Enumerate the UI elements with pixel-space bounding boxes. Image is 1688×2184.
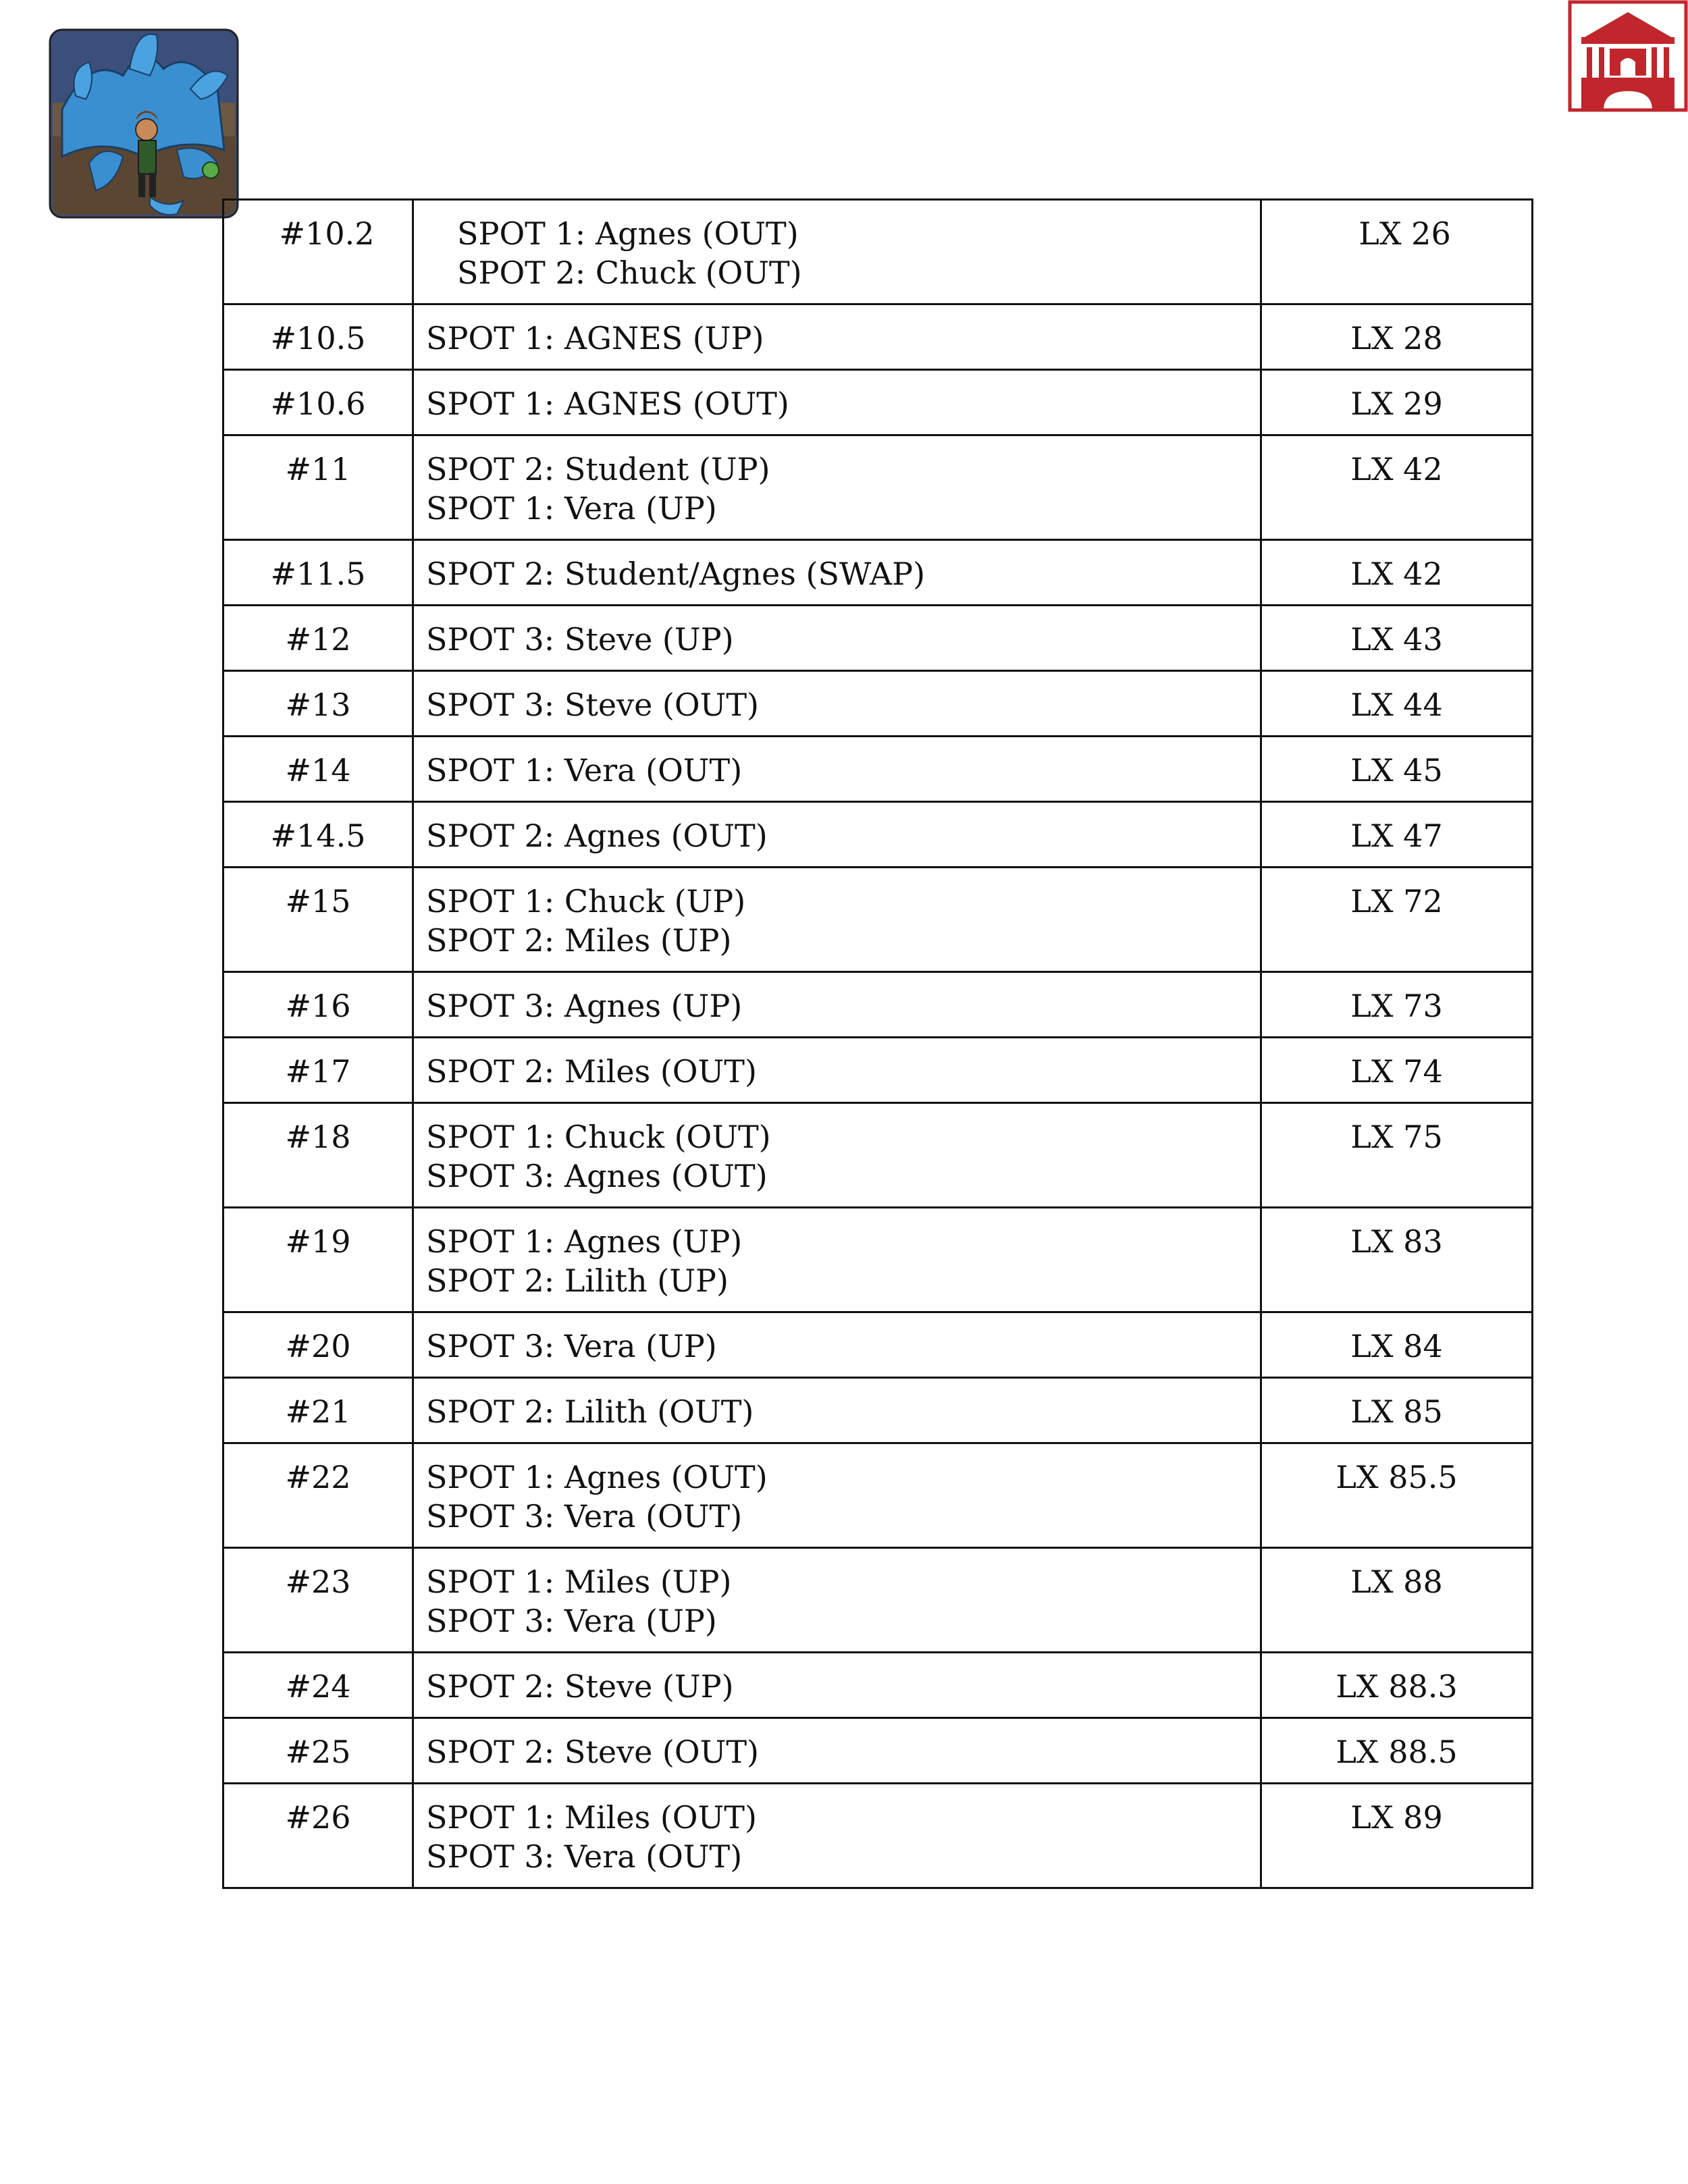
cue-row	[223, 1548, 1533, 1653]
cue-number-cell	[223, 370, 413, 435]
spot-cell	[413, 304, 1261, 370]
spot-instruction: SPOT 1: Chuck (OUT)	[426, 1119, 771, 1155]
lx-cue-cell	[1261, 540, 1533, 606]
cue-row	[223, 1718, 1533, 1784]
lx-cue-cell	[1261, 435, 1533, 540]
cue-number: #25	[285, 1734, 351, 1770]
spot-instruction: SPOT 1: Chuck (UP)	[426, 883, 746, 920]
cue-row	[223, 370, 1533, 435]
spot-instruction: SPOT 2: Miles (OUT)	[426, 1053, 757, 1090]
lx-cue: LX 26	[1359, 215, 1451, 252]
cue-row	[223, 868, 1533, 972]
lx-cue-cell	[1261, 972, 1533, 1038]
lx-cue: LX 72	[1350, 883, 1443, 920]
spot-cell	[413, 606, 1261, 671]
cue-number: #26	[285, 1799, 351, 1836]
cue-number-cell	[223, 737, 413, 802]
cue-row	[223, 972, 1533, 1038]
spot-instruction: SPOT 3: Vera (UP)	[426, 1603, 717, 1639]
lx-cue: LX 28	[1350, 320, 1443, 356]
cue-row	[223, 304, 1533, 370]
lx-cue: LX 89	[1350, 1799, 1443, 1836]
cue-row	[223, 671, 1533, 737]
cue-row	[223, 1378, 1533, 1443]
spot-cell	[413, 1548, 1261, 1653]
spot-instruction: SPOT 2: Chuck (OUT)	[457, 255, 802, 291]
spot-instruction: SPOT 3: Steve (OUT)	[426, 687, 759, 723]
spot-cell	[413, 671, 1261, 737]
cue-number-cell	[223, 304, 413, 370]
lx-cue-cell	[1261, 1548, 1533, 1653]
lx-cue-cell	[1261, 304, 1533, 370]
lx-cue: LX 85	[1350, 1393, 1443, 1430]
lx-cue-cell	[1261, 606, 1533, 671]
spot-cell	[413, 802, 1261, 868]
spot-instruction: SPOT 2: Steve (OUT)	[426, 1734, 759, 1770]
cue-number: #18	[285, 1119, 351, 1155]
cue-number: #16	[285, 988, 351, 1024]
lx-cue-cell	[1261, 1784, 1533, 1888]
cue-number: #10.5	[270, 320, 366, 356]
spot-instruction: SPOT 2: Lilith (OUT)	[426, 1393, 754, 1430]
lx-cue-cell	[1261, 1653, 1533, 1718]
spot-instruction: SPOT 3: Vera (OUT)	[426, 1838, 743, 1875]
lx-cue-cell	[1261, 1378, 1533, 1443]
cue-number: #15	[285, 883, 351, 920]
lx-cue-cell	[1261, 1443, 1533, 1548]
spot-instruction: SPOT 3: Vera (UP)	[426, 1328, 717, 1364]
spot-instruction: SPOT 1: Agnes (UP)	[426, 1223, 743, 1260]
cue-number: #19	[285, 1223, 351, 1260]
spot-instruction: SPOT 3: Agnes (UP)	[426, 988, 743, 1024]
lx-cue-cell	[1261, 370, 1533, 435]
lx-cue: LX 42	[1350, 451, 1443, 487]
lx-cue-cell	[1261, 671, 1533, 737]
cue-number: #17	[285, 1053, 351, 1090]
cue-number: #11	[285, 451, 351, 487]
cue-row	[223, 540, 1533, 606]
cue-number-cell	[223, 1038, 413, 1103]
cue-number-cell	[223, 1784, 413, 1888]
cue-number-cell	[223, 606, 413, 671]
cue-number-cell	[223, 1653, 413, 1718]
cue-number-cell	[223, 1312, 413, 1378]
spot-instruction: SPOT 1: Miles (OUT)	[426, 1799, 757, 1836]
spot-instruction: SPOT 1: Miles (UP)	[426, 1564, 732, 1600]
spot-cell	[413, 1718, 1261, 1784]
cue-row	[223, 1038, 1533, 1103]
lx-cue: LX 88.5	[1336, 1734, 1458, 1770]
spot-instruction: SPOT 1: AGNES (UP)	[426, 320, 764, 356]
cue-number-cell	[223, 972, 413, 1038]
lx-cue-cell	[1261, 1103, 1533, 1208]
lx-cue: LX 83	[1350, 1223, 1443, 1260]
poster-illustration	[49, 28, 239, 219]
cue-number: #12	[285, 621, 351, 658]
cue-number-cell	[223, 868, 413, 972]
spot-instruction: SPOT 1: AGNES (OUT)	[426, 385, 789, 422]
spot-cell	[413, 1378, 1261, 1443]
lx-cue-cell	[1261, 200, 1533, 304]
lx-cue-cell	[1261, 1208, 1533, 1312]
lx-cue: LX 75	[1350, 1119, 1443, 1155]
cue-row	[223, 1443, 1533, 1548]
cue-row	[223, 1653, 1533, 1718]
spot-instruction: SPOT 2: Lilith (UP)	[426, 1262, 729, 1299]
spot-instruction: SPOT 2: Miles (UP)	[426, 922, 732, 959]
spot-cell	[413, 435, 1261, 540]
cue-number: #21	[285, 1393, 351, 1430]
spot-cell	[413, 1208, 1261, 1312]
cue-number: #20	[285, 1328, 351, 1364]
cue-number-cell	[223, 1103, 413, 1208]
lx-cue: LX 88	[1350, 1564, 1443, 1600]
spot-cell	[413, 972, 1261, 1038]
lx-cue: LX 42	[1350, 556, 1443, 592]
cue-number-cell	[223, 671, 413, 737]
lx-cue: LX 29	[1350, 385, 1443, 422]
spot-cell	[413, 1038, 1261, 1103]
spot-cell	[413, 1443, 1261, 1548]
cue-number-cell	[223, 540, 413, 606]
spot-cell	[413, 868, 1261, 972]
cue-number: #10.2	[279, 215, 375, 252]
cue-row	[223, 435, 1533, 540]
spot-instruction: SPOT 1: Agnes (OUT)	[426, 1459, 768, 1495]
cue-row	[223, 1312, 1533, 1378]
cue-number-cell	[223, 1443, 413, 1548]
lx-cue: LX 88.3	[1336, 1668, 1458, 1705]
cue-number-cell	[223, 1548, 413, 1653]
cue-number-cell	[223, 435, 413, 540]
cue-row	[223, 1208, 1533, 1312]
spot-cell	[413, 1103, 1261, 1208]
cue-number-cell	[223, 1378, 413, 1443]
spot-instruction: SPOT 3: Steve (UP)	[426, 621, 734, 658]
lx-cue-cell	[1261, 1718, 1533, 1784]
spot-instruction: SPOT 2: Steve (UP)	[426, 1668, 734, 1705]
lx-cue: LX 84	[1350, 1328, 1443, 1364]
cue-row	[223, 200, 1533, 304]
spot-instruction: SPOT 2: Student/Agnes (SWAP)	[426, 556, 926, 592]
spot-cell	[413, 200, 1261, 304]
lx-cue: LX 73	[1350, 988, 1443, 1024]
cue-number: #22	[285, 1459, 351, 1495]
spot-cell	[413, 1312, 1261, 1378]
spot-instruction: SPOT 1: Agnes (OUT)	[457, 215, 799, 252]
lx-cue: LX 43	[1350, 621, 1443, 658]
cue-row	[223, 802, 1533, 868]
cue-row	[223, 1784, 1533, 1888]
spot-instruction: SPOT 1: Vera (OUT)	[426, 752, 743, 789]
cue-number: #14	[285, 752, 351, 789]
lx-cue: LX 74	[1350, 1053, 1443, 1090]
cue-number: #23	[285, 1564, 351, 1600]
lx-cue-cell	[1261, 802, 1533, 868]
spot-cell	[413, 370, 1261, 435]
lx-cue-cell	[1261, 1312, 1533, 1378]
spot-instruction: SPOT 3: Agnes (OUT)	[426, 1158, 768, 1194]
lx-cue: LX 85.5	[1336, 1459, 1458, 1495]
spot-cue-table	[222, 198, 1533, 1889]
theatre-logo	[1568, 0, 1688, 112]
cue-row	[223, 1103, 1533, 1208]
cue-table-body	[223, 200, 1533, 1888]
cue-number-cell	[223, 1208, 413, 1312]
cue-number-cell	[223, 200, 413, 304]
cue-number: #24	[285, 1668, 351, 1705]
spot-cell	[413, 1653, 1261, 1718]
cue-number: #10.6	[270, 385, 366, 422]
spot-instruction: SPOT 3: Vera (OUT)	[426, 1498, 743, 1535]
lx-cue: LX 44	[1350, 687, 1443, 723]
cue-number-cell	[223, 802, 413, 868]
lx-cue: LX 47	[1350, 818, 1443, 854]
spot-instruction: SPOT 2: Student (UP)	[426, 451, 770, 487]
lx-cue: LX 45	[1350, 752, 1443, 789]
cue-row	[223, 737, 1533, 802]
spot-cell	[413, 737, 1261, 802]
cue-number-cell	[223, 1718, 413, 1784]
lx-cue-cell	[1261, 1038, 1533, 1103]
lx-cue-cell	[1261, 737, 1533, 802]
spot-instruction: SPOT 2: Agnes (OUT)	[426, 818, 768, 854]
cue-number: #13	[285, 687, 351, 723]
spot-instruction: SPOT 1: Vera (UP)	[426, 490, 717, 527]
lx-cue-cell	[1261, 868, 1533, 972]
spot-cell	[413, 1784, 1261, 1888]
spot-cell	[413, 540, 1261, 606]
cue-number: #14.5	[270, 818, 366, 854]
cue-row	[223, 606, 1533, 671]
cue-number: #11.5	[270, 556, 366, 592]
